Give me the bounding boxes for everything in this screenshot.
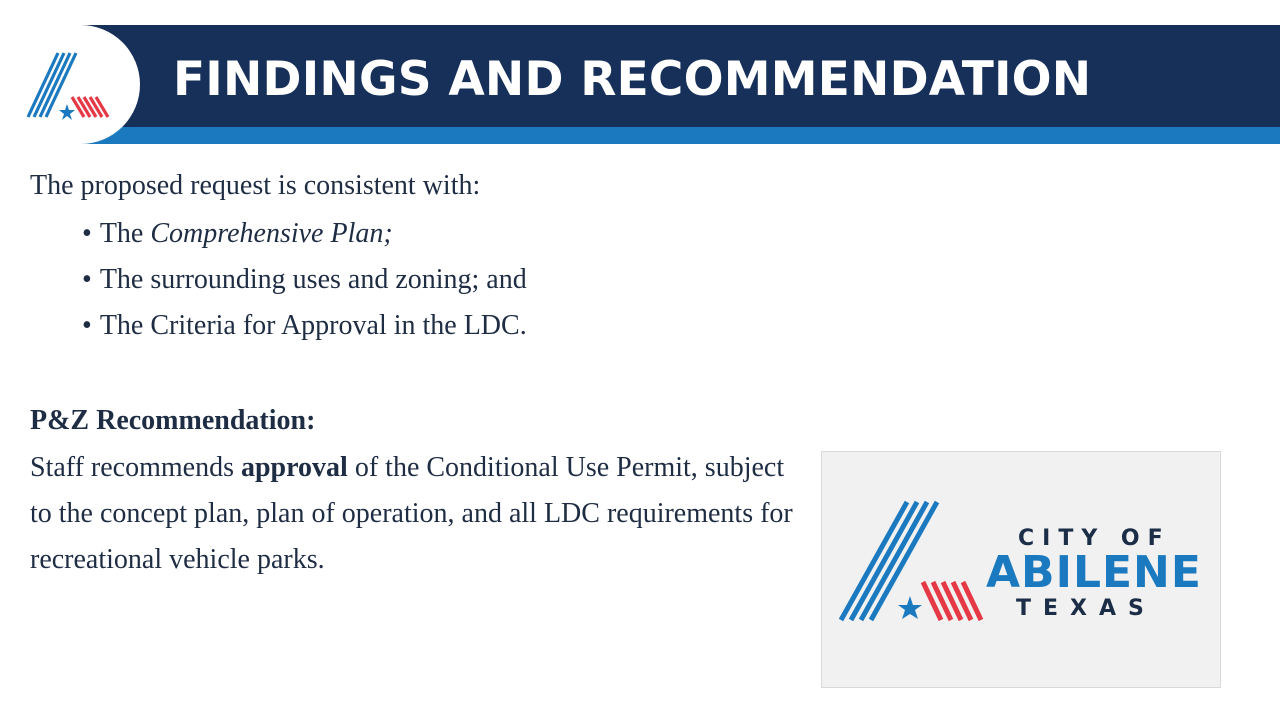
logo-texas: TEXAS bbox=[1016, 596, 1156, 621]
city-logo-icon bbox=[22, 47, 112, 123]
list-item bbox=[82, 257, 810, 303]
findings-list bbox=[30, 211, 810, 349]
recommendation-text-after: of the Conditional Use Permit, subject to the concept plan, plan of operation, and all LDC requirements for recreational vehicle parks. bbox=[30, 452, 793, 575]
top-margin bbox=[0, 0, 1280, 25]
list-item bbox=[82, 211, 810, 257]
list-item-text: The bbox=[99, 218, 151, 249]
city-logo-image bbox=[821, 451, 1221, 688]
city-logo-mark-icon bbox=[837, 498, 987, 626]
bullet-marker: • bbox=[82, 310, 92, 341]
intro-text: The proposed request is consistent with: bbox=[30, 170, 481, 201]
list-item-text: The Criteria for Approval in the LDC. bbox=[99, 310, 527, 341]
slide-content bbox=[30, 164, 810, 583]
logo-abilene: ABILENE bbox=[986, 547, 1202, 598]
recommendation-paragraph bbox=[30, 445, 810, 583]
recommendation-heading: P&Z Recommendation: bbox=[30, 405, 316, 436]
bullet-marker: • bbox=[82, 218, 92, 249]
list-item-text: The surrounding uses and zoning; and bbox=[99, 264, 527, 295]
list-item-italic: Comprehensive Plan; bbox=[150, 218, 393, 249]
header-logo-tab bbox=[0, 25, 140, 144]
bullet-marker: • bbox=[82, 264, 92, 295]
list-item bbox=[82, 303, 810, 349]
page-title: FINDINGS AND RECOMMENDATION bbox=[173, 52, 1092, 107]
header-accent-stripe bbox=[0, 127, 1280, 144]
logo-city-of: CITY OF bbox=[1018, 526, 1171, 551]
recommendation-text-before: Staff recommends bbox=[30, 452, 241, 483]
recommendation-bold: approval bbox=[240, 452, 348, 483]
